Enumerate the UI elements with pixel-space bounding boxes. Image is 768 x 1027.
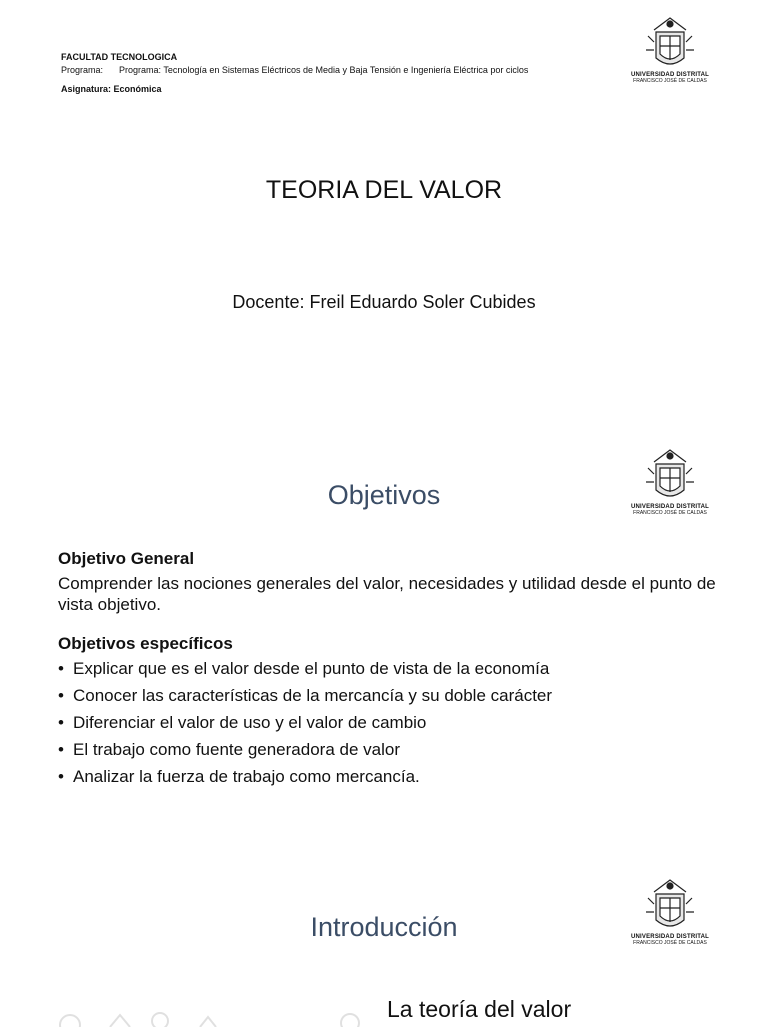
university-crest-icon [630, 14, 710, 72]
header-info [61, 51, 528, 96]
list-item: • El trabajo como fuente generadora de valor [58, 739, 718, 760]
faculty-label: FACULTAD TECNOLOGICA [61, 52, 178, 62]
university-logo [630, 14, 710, 94]
slide-introduction [0, 862, 768, 1024]
logo-line2: FRANCISCO JOSÉ DE CALDAS [633, 510, 707, 516]
faded-decoration-icon [50, 997, 380, 1027]
specific-objectives-list [58, 658, 718, 787]
list-item: • Analizar la fuerza de trabajo como mercancía. [58, 766, 718, 787]
subject-label: Asignatura: Económica [61, 84, 162, 94]
general-objective-text: Comprender las nociones generales del valor, necesidades y utilidad desde el punto de vista objetivo. [58, 574, 716, 614]
specific-objectives-heading: Objetivos específicos [58, 634, 233, 653]
logo-line2: FRANCISCO JOSÉ DE CALDAS [633, 78, 707, 84]
objectives-content [58, 548, 718, 793]
list-item: • Diferenciar el valor de uso y el valor de cambio [58, 712, 718, 733]
logo-line1: UNIVERSIDAD DISTRITAL [630, 504, 710, 510]
slide-objectives [0, 432, 768, 852]
logo-line1: UNIVERSIDAD DISTRITAL [630, 72, 710, 78]
introduction-title: Introducción [310, 912, 458, 942]
introduction-body: La teoría del valor [387, 996, 572, 1022]
logo-line1: UNIVERSIDAD DISTRITAL [630, 934, 710, 940]
list-item: • Explicar que es el valor desde el punto de vista de la economía [58, 658, 718, 679]
objectives-title: Objetivos [327, 480, 441, 510]
presentation-title: TEORIA DEL VALOR [265, 176, 503, 204]
teacher-name: Docente: Freil Eduardo Soler Cubides [232, 292, 536, 312]
program-line [61, 64, 528, 77]
program-value: Programa: Tecnología en Sistemas Eléctricos de Media y Baja Tensión e Ingeniería Eléctrica por ciclos [119, 65, 529, 75]
program-label: Programa: [61, 65, 104, 75]
general-objective-heading: Objetivo General [58, 549, 195, 568]
list-item: • Conocer las características de la mercancía y su doble carácter [58, 685, 718, 706]
slide-cover [0, 0, 768, 420]
logo-line2: FRANCISCO JOSÉ DE CALDAS [633, 940, 707, 946]
